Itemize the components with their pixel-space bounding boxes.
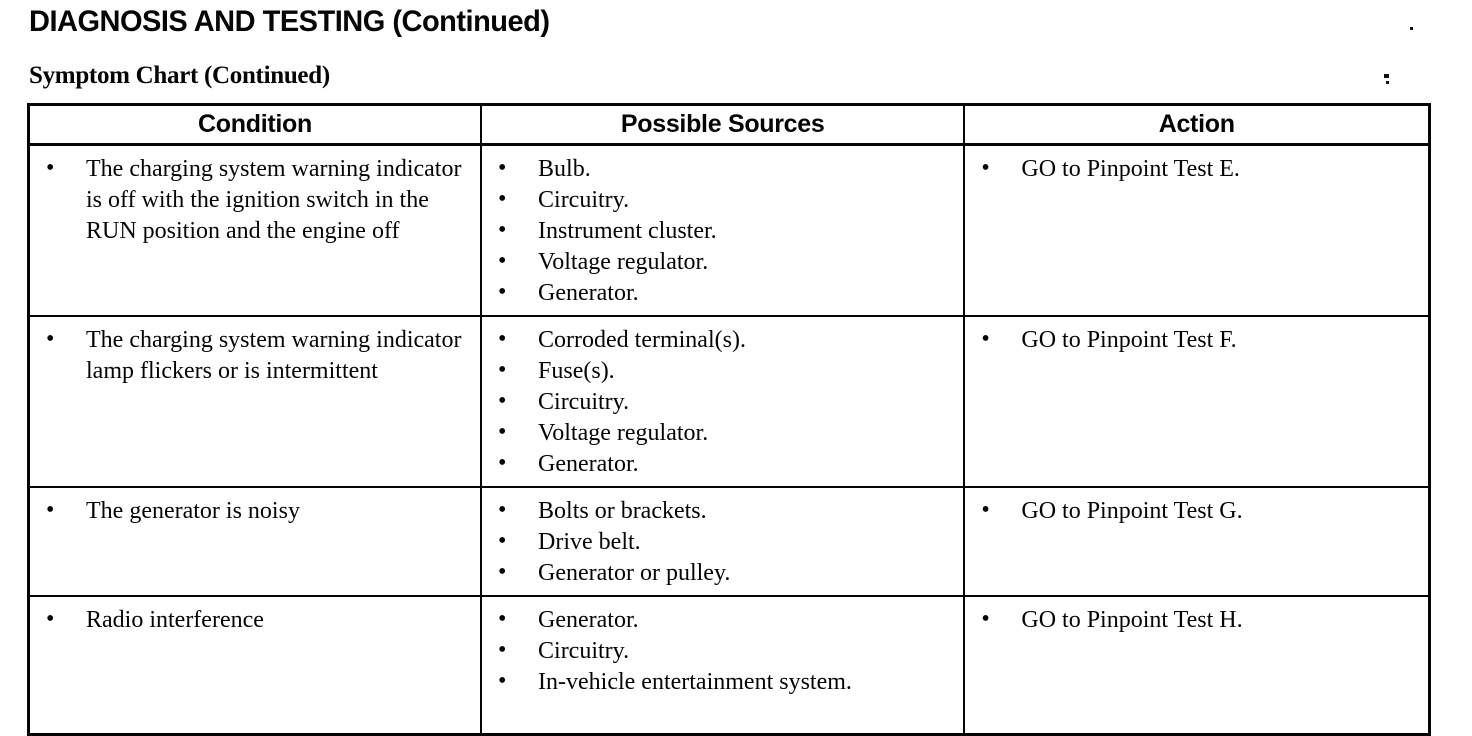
action-cell <box>964 487 1429 596</box>
source-item: • Generator. <box>496 605 953 636</box>
action-text: • GO to Pinpoint Test H. <box>979 605 1418 636</box>
table-row <box>29 487 1430 596</box>
source-item: • Drive belt. <box>496 527 953 558</box>
condition-text: • The charging system warning indicator is off with the ignition switch in the RUN position and the engine off <box>44 154 470 247</box>
table-row <box>29 316 1430 487</box>
action-cell <box>964 316 1429 487</box>
source-item: • Bolts or brackets. <box>496 496 953 527</box>
action-cell <box>964 596 1429 734</box>
action-text: • GO to Pinpoint Test E. <box>979 154 1418 185</box>
table-row <box>29 596 1430 734</box>
sources-cell <box>481 487 964 596</box>
condition-cell <box>29 596 482 734</box>
scan-artifact-dot <box>1384 74 1389 78</box>
scan-artifact-dot <box>1410 27 1413 30</box>
source-item: • In-vehicle entertainment system. <box>496 667 953 698</box>
table-header-row <box>29 105 1430 145</box>
source-item: • Voltage regulator. <box>496 247 953 278</box>
source-item: • Generator. <box>496 449 953 480</box>
action-text: • GO to Pinpoint Test F. <box>979 325 1418 356</box>
action-cell <box>964 145 1429 317</box>
sources-cell <box>481 145 964 317</box>
symptom-chart-table <box>27 103 1431 736</box>
source-item: • Generator or pulley. <box>496 558 953 589</box>
source-item: • Circuitry. <box>496 185 953 216</box>
condition-cell <box>29 316 482 487</box>
source-item: • Fuse(s). <box>496 356 953 387</box>
source-item: • Voltage regulator. <box>496 418 953 449</box>
source-item: • Circuitry. <box>496 387 953 418</box>
condition-text: • The generator is noisy <box>44 496 470 527</box>
action-text: • GO to Pinpoint Test G. <box>979 496 1418 527</box>
condition-cell <box>29 487 482 596</box>
source-item: • Corroded terminal(s). <box>496 325 953 356</box>
column-header-possible-sources: Possible Sources <box>481 105 964 145</box>
column-header-action: Action <box>964 105 1429 145</box>
condition-text: • Radio interference <box>44 605 470 636</box>
sources-cell <box>481 316 964 487</box>
table-row <box>29 145 1430 317</box>
scan-artifact-dot <box>1386 81 1389 84</box>
page-title: DIAGNOSIS AND TESTING (Continued) <box>29 5 550 39</box>
condition-cell <box>29 145 482 317</box>
source-item: • Bulb. <box>496 154 953 185</box>
column-header-condition: Condition <box>29 105 482 145</box>
condition-text: • The charging system warning indicator lamp flickers or is intermittent <box>44 325 470 387</box>
source-item: • Circuitry. <box>496 636 953 667</box>
source-item: • Generator. <box>496 278 953 309</box>
source-item: • Instrument cluster. <box>496 216 953 247</box>
sources-cell <box>481 596 964 734</box>
section-subtitle: Symptom Chart (Continued) <box>29 62 330 89</box>
